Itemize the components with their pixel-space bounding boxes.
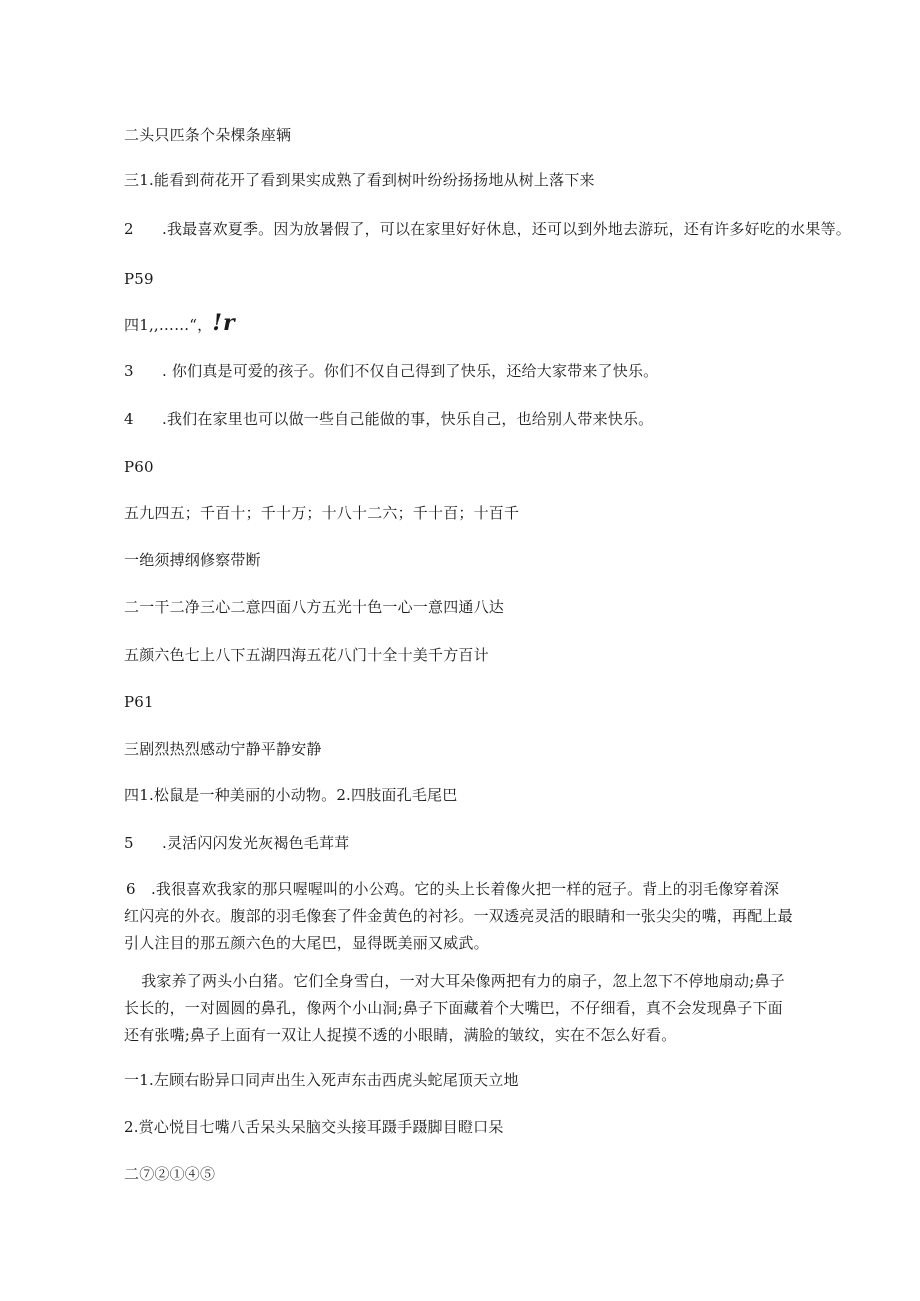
answer-line-4-sentence: 四1.松鼠是一种美丽的小动物。2.四肢面孔毛尾巴 [124,786,458,804]
answer-line-1-idioms: 一1.左顾右盼异口同声出生入死声东击西虎头蛇尾顶天立地 [124,1071,519,1089]
answer-line-measure-words: 二头只匹条个朵棵条座辆 [124,126,292,144]
punctuation-text: 四1,,……“， [124,316,213,334]
answer-line-5-numbers: 五九四五；千百十；千十万；十八十二六；千十百；十百千 [124,504,520,522]
answer-line-5 [124,832,349,854]
item-text: . 你们真是可爱的孩子。你们不仅自己得到了快乐，还给大家带来了快乐。 [162,362,659,380]
page-number-p60: P60 [124,458,154,476]
answer-line-2 [124,218,851,240]
answer-line-2-idioms: 二一干二净三心二意四面八方五光十色一心一意四通八达 [124,598,505,616]
answer-line-5-idioms: 五颜六色七上八下五湖四海五花八门十全十美千方百计 [124,646,489,664]
page-number-p59: P59 [124,270,154,288]
answer-line-2-idioms-b: 2.赏心悦目七嘴八舌呆头呆脑交头接耳蹑手蹑脚目瞪口呆 [124,1118,504,1136]
item-number: 3 [124,362,134,380]
answer-line-order: 二⑦②①④⑤ [124,1165,216,1183]
item-text: .我们在家里也可以做一些自己能做的事，快乐自己，也给别人带来快乐。 [162,410,654,428]
answer-line-3-words: 三剧烈热烈感动宁静平静安静 [124,740,322,758]
item-number: 2 [124,220,134,238]
item-text: .灵活闪闪发光灰褐色毛茸茸 [162,834,350,852]
answer-line-4 [124,408,653,430]
item-number: 5 [124,834,134,852]
page-number-p61: P61 [124,693,154,711]
answer-line-3 [124,360,658,382]
paragraph-pigs: 我家养了两头小白猪。它们全身雪白，一对大耳朵像两把有力的扇子，忽上忽下不停地扇动;鼻子长长的，一对圆圆的鼻孔，像两个小山洞;鼻子下面藏着个大嘴巴，不仔细看，真不会发现鼻子下面还有张嘴;鼻子上面有一双让人捉摸不透的小眼睛，满脸的皱纹，实在不怎么好看。 [124,972,785,1044]
paragraph-rooster: 6 .我很喜欢我家的那只喔喔叫的小公鸡。它的头上长着像火把一样的冠子。背上的羽毛像穿着深红闪亮的外衣。腹部的羽毛像套了件金黄色的衬衫。一双透亮灵活的眼睛和一张尖尖的嘴，再配上最引人注目的那五颜六色的大尾巴，显得既美丽又威武。 [124,880,793,952]
answer-line-3-1: 三1.能看到荷花开了看到果实成熟了看到树叶纷纷扬扬地从树上落下来 [124,171,595,189]
handwritten-mark: !r [212,310,236,336]
answer-line-1-characters: 一绝须搏纲修察带断 [124,551,261,569]
item-number: 4 [124,410,134,428]
answer-line-4-1 [124,312,236,336]
item-text: .我最喜欢夏季。因为放暑假了，可以在家里好好休息，还可以到外地去游玩，还有许多好吃的水果等。 [162,220,851,238]
